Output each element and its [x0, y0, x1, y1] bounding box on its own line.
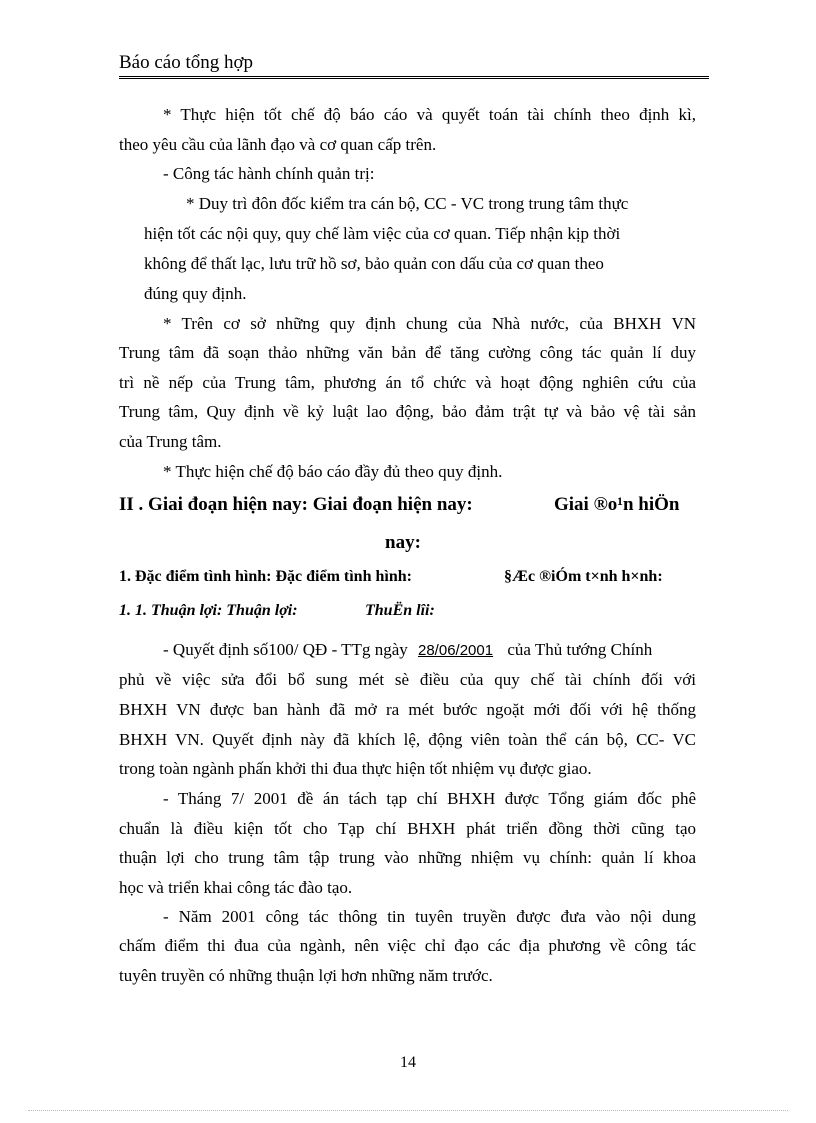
decision-date: 28/06/2001: [418, 642, 494, 659]
sub-subsection-heading-legacy: ThuËn lîi:: [365, 602, 435, 619]
paragraph-line: * Thực hiện tốt chế độ báo cáo và quyết toán tài chính theo định kì,: [163, 105, 696, 124]
header-title: Báo cáo tổng hợp: [119, 52, 254, 73]
paragraph-line: BHXH VN được ban hành đã mở ra mét bước ngoặt mới đối với hệ thống: [119, 700, 696, 719]
subsection-heading-legacy: §Æc ®iÓm t×nh h×nh:: [504, 568, 663, 585]
paragraph-line: - Công tác hành chính quản trị:: [163, 164, 375, 183]
paragraph-line: [163, 635, 652, 666]
section-heading-continued: nay:: [385, 532, 421, 553]
paragraph-text: của Thủ tướng Chính: [507, 640, 653, 659]
paragraph-line: hiện tốt các nội quy, quy chế làm việc của cơ quan. Tiếp nhận kịp thời: [144, 224, 621, 243]
paragraph-line: chuẩn là điều kiện tốt cho Tạp chí BHXH phát triển đồng thời cũng tạo: [119, 819, 696, 838]
paragraph-line: thuận lợi cho trung tâm tập trung vào những nhiệm vụ chính: quản lí khoa: [119, 848, 696, 867]
page-number: 14: [400, 1054, 416, 1071]
subsection-heading: 1. Đặc điểm tình hình: Đặc điểm tình hình:: [119, 568, 412, 585]
paragraph-text: - Quyết định số100/ QĐ - TTg ngày: [163, 640, 408, 659]
paragraph-line: theo yêu cầu của lãnh đạo và cơ quan cấp trên.: [119, 135, 437, 154]
sub-subsection-heading: 1. 1. Thuận lợi: Thuận lợi:: [119, 602, 298, 619]
paragraph-line: * Duy trì đôn đốc kiểm tra cán bộ, CC - VC trong trung tâm thực: [186, 194, 629, 213]
paragraph-line: của Trung tâm.: [119, 432, 222, 451]
paragraph-line: học và triển khai công tác đào tạo.: [119, 878, 353, 897]
paragraph-line: trì nề nếp của Trung tâm, phương án tổ chức và hoạt động nghiên cứu của: [119, 373, 696, 392]
section-heading-legacy: Giai ®o¹n hiÖn: [554, 494, 680, 515]
paragraph-line: tuyên truyền có những thuận lợi hơn những năm trước.: [119, 966, 493, 985]
paragraph-line: không để thất lạc, lưu trữ hồ sơ, bảo quản con dấu của cơ quan theo: [144, 254, 604, 273]
page-bottom-divider: [28, 1110, 788, 1111]
paragraph-line: đúng quy định.: [144, 284, 247, 303]
paragraph-line: phủ về việc sửa đổi bổ sung mét sè điều của quy chế tài chính đối với: [119, 670, 696, 689]
paragraph-line: - Tháng 7/ 2001 đề án tách tạp chí BHXH được Tổng giám đốc phê: [163, 789, 696, 808]
paragraph-line: * Thực hiện chế độ báo cáo đầy đủ theo quy định.: [163, 462, 503, 481]
paragraph-line: Trung tâm, Quy định về kỷ luật lao động, bảo đảm trật tự và bảo vệ tài sản: [119, 402, 696, 421]
paragraph-line: Trung tâm đã soạn thảo những văn bản để tăng cường công tác quản lí duy: [119, 343, 696, 362]
page-header: [119, 50, 709, 79]
paragraph-line: - Năm 2001 công tác thông tin tuyên truyền được đưa vào nội dung: [163, 907, 696, 926]
paragraph-line: BHXH VN. Quyết định này đã khích lệ, động viên toàn thể cán bộ, CC- VC: [119, 730, 696, 749]
paragraph-line: chấm điểm thi đua của ngành, nên việc chỉ đạo các địa phương về công tác: [119, 936, 696, 955]
paragraph-line: * Trên cơ sở những quy định chung của Nhà nước, của BHXH VN: [163, 314, 696, 333]
section-heading: II . Giai đoạn hiện nay: Giai đoạn hiện nay:: [119, 494, 473, 515]
paragraph-line: trong toàn ngành phấn khởi thi đua thực hiện tốt nhiệm vụ được giao.: [119, 759, 592, 778]
